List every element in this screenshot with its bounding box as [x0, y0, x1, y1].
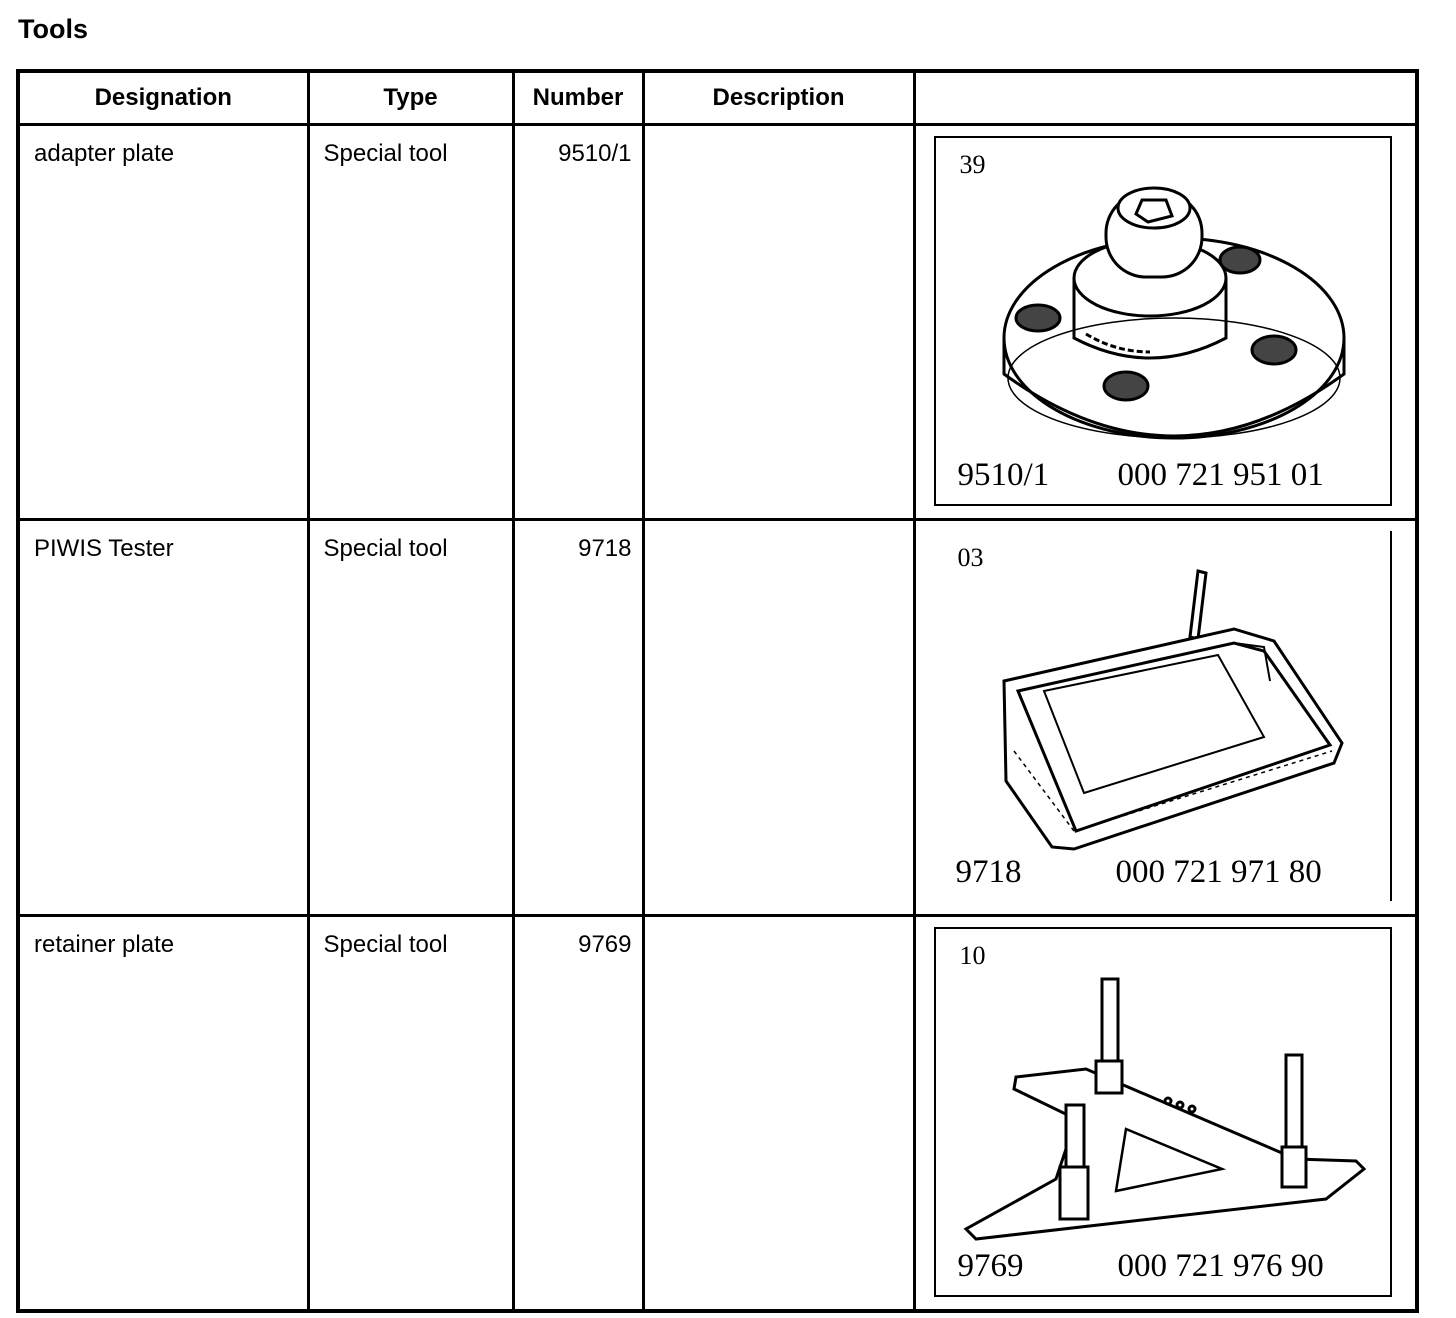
- description-text: [645, 917, 913, 931]
- header-number: Number: [513, 71, 643, 125]
- type-text: Special tool: [323, 140, 448, 167]
- image-cell: [914, 125, 1417, 520]
- number-cell: [513, 520, 643, 915]
- header-image: [914, 71, 1417, 125]
- description-text: [645, 126, 913, 140]
- type-text: Special tool: [323, 535, 448, 563]
- tool-figure: [934, 531, 1392, 901]
- figure-label-number: 9718: [955, 854, 1022, 891]
- description-text: [645, 521, 913, 535]
- number-cell: [513, 125, 643, 520]
- image-cell: [914, 520, 1417, 915]
- designation-cell: [18, 125, 308, 520]
- designation-cell: [18, 520, 308, 915]
- figure-label-number: 9769: [957, 1247, 1024, 1284]
- description-cell: [643, 915, 914, 1311]
- designation-cell: [18, 915, 308, 1311]
- figure-label-part: 000 721 971 80: [1115, 854, 1322, 891]
- number-cell: [513, 915, 643, 1311]
- type-cell: [308, 125, 513, 520]
- figure-label-part: 000 721 951 01: [1117, 457, 1324, 493]
- designation-text: retainer plate: [34, 930, 175, 958]
- table-row: [18, 520, 1417, 915]
- number-text: 9769: [578, 930, 632, 958]
- number-text: 9510/1: [558, 140, 632, 167]
- type-cell: [308, 520, 513, 915]
- header-type: Type: [308, 71, 513, 125]
- image-cell: [914, 915, 1417, 1311]
- figure-code: 10: [959, 940, 986, 970]
- page-title: Tools: [18, 14, 88, 44]
- designation-text: adapter plate: [34, 140, 175, 167]
- table-row: [18, 125, 1417, 520]
- header-description: Description: [643, 71, 914, 125]
- header-designation: Designation: [18, 71, 308, 125]
- table-row: [18, 915, 1417, 1311]
- designation-text: PIWIS Tester: [34, 535, 174, 563]
- retainer-plate-drawing-icon: [936, 929, 1394, 1299]
- number-text: 9718: [578, 535, 632, 563]
- figure-code: 39: [959, 150, 986, 179]
- adapter-plate-drawing-icon: [936, 138, 1394, 508]
- description-cell: [643, 520, 914, 915]
- figure-code: 03: [957, 543, 984, 573]
- tool-figure: [934, 927, 1392, 1297]
- tool-figure: [934, 136, 1392, 506]
- figure-label-part: 000 721 976 90: [1117, 1247, 1324, 1284]
- table-header-row: [18, 71, 1417, 125]
- piwis-tester-drawing-icon: [934, 531, 1392, 901]
- tools-table: [16, 69, 1419, 1313]
- type-cell: [308, 915, 513, 1311]
- type-text: Special tool: [323, 930, 448, 958]
- figure-label-number: 9510/1: [957, 457, 1050, 493]
- description-cell: [643, 125, 914, 520]
